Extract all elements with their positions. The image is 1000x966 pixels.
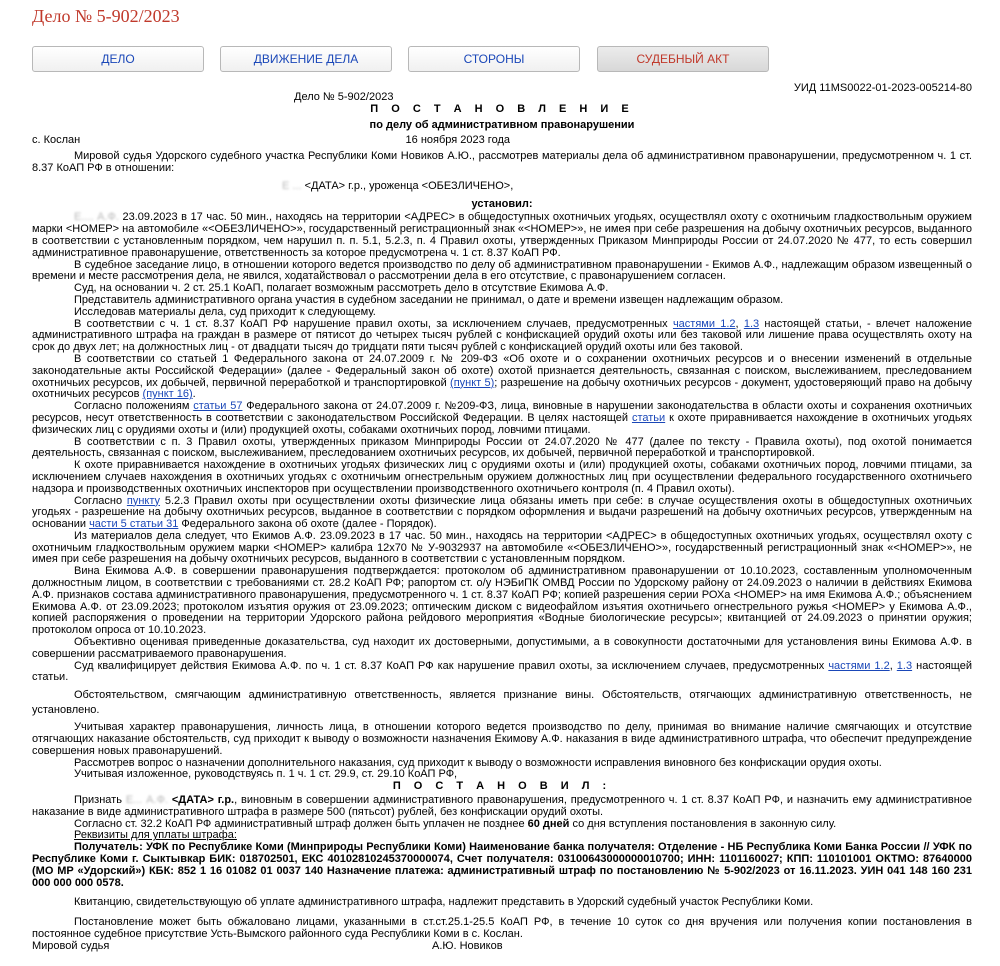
signature-name: А.Ю. Новиков (432, 939, 503, 952)
date: 16 ноября 2023 года (405, 134, 510, 147)
paragraph: Учитывая характер правонарушения, личность лица, в отношении которого ведется производство по делу, принимая во внимание наличие смягчающих и отсутствие отягчающих наказание обстоятельств, суд приходит к выводу о возможности назначения Екимову А.Ф. наказания в виде административного штрафа, что обеспечит предупреждение совершения новых правонарушений. (32, 721, 972, 757)
paragraph: Суд, на основании ч. 2 ст. 25.1 КоАП, полагает возможным рассмотреть дело в отсутствие Екимова А.Ф. (74, 282, 609, 295)
established-heading: установил: (471, 197, 533, 210)
case-uid: УИД 11MS0022-01-2023-005214-80 (793, 82, 972, 94)
place-date-row (32, 135, 972, 147)
law-link[interactable]: частями 1.2 (828, 659, 890, 672)
person-text: <ДАТА> г.р., уроженца <ОБЕЗЛИЧЕНО>, (304, 179, 514, 192)
intro-paragraph: Мировой судья Удорского судебного участка Республики Коми Новиков А.Ю., рассмотрев материалы дела об административном правонарушении, предусмотренном ч. 1 ст. 8.37 КоАП РФ в отношении: (32, 150, 972, 174)
redacted-name: Е.... А.Ф. (74, 211, 123, 224)
law-link[interactable]: 1.3 (896, 659, 913, 672)
paragraph: Согласно ст. 32.2 КоАП РФ административный штраф должен быть уплачен не позднее 60 дней со дня вступления постановления в законную силу. (74, 817, 837, 830)
paragraph: В соответствии с ч. 1 ст. 8.37 КоАП РФ нарушение правил охоты, за исключением случаев, предусмотренных частями 1.2, 1.3 настоящей статьи, - влечет наложение административного штрафа на граждан в размере от пятисот до четырех тысяч рублей с конфискацией орудий охоты или без таковой или лишение права осуществлять охоту на срок до двух лет; на должностных лиц - от двадцати тысяч до тридцати пяти тысяч рублей с конфискацией орудий охоты или без таковой. (32, 317, 972, 354)
paragraph: Из материалов дела следует, что Екимов А.Ф. 23.09.2023 в 17 час. 50 мин., находясь на территории <АДРЕС> в общедоступных охотничьих угодьях, осуществлял охоту с охотничьим гладкоствольным оружием марки <НОМЕР> калибра 12х70 № У-9032937 на автомобиле «<ОБЕЗЛИЧЕНО>», государственный регистрационный знак «<НОМЕР>», не имея при себе разрешения на добычу охотничьих ресурсов, выданного в соответствии с установленным порядком. (32, 529, 972, 566)
law-link[interactable]: пункту (126, 494, 161, 507)
law-link[interactable]: (пункт 5) (450, 376, 495, 389)
paragraph: Учитывая изложенное, руководствуясь п. 1 ч. 1 ст. 29.9, ст. 29.10 КоАП РФ, (74, 768, 458, 781)
tab-bar (32, 46, 968, 72)
case-title: Дело № 5-902/2023 (32, 6, 180, 26)
paragraph: Суд квалифицирует действия Екимова А.Ф. по ч. 1 ст. 8.37 КоАП РФ как нарушение правил охоты, за исключением случаев, предусмотренных частями 1.2, 1.3 настоящей статьи. (32, 659, 972, 684)
paragraph: Постановление может быть обжаловано лицами, указанными в ст.ст.25.1-25.5 КоАП РФ, в течение 10 суток со дня вручения или получения копии постановления в постоянное судебное присутствие Усть-Вымского районного суда Республики Коми в с. Кослан. (32, 916, 972, 940)
document-subheading: по делу об административном правонарушении (369, 118, 635, 131)
paragraph: Согласно положениям статьи 57 Федерального закона от 24.07.2009 г. №209-ФЗ, лица, виновные в нарушении законодательства в области охоты и сохранения охотничьих ресурсов, несут ответственность в соответствии с законодательством Российской Федерации. В целях настоящей статьи к охоте приравнивается нахождение в охотничьих угодьях физических лиц с орудиями охоты и (или) продукцией охоты, собаками охотничьих пород, ловчими птицами. (32, 400, 973, 436)
document-heading: П О С Т А Н О В Л Е Н И Е (370, 102, 634, 115)
law-link[interactable]: частями 1.2 (672, 317, 736, 330)
paragraph: В судебное заседание лицо, в отношении которого ведется производство по делу об административном правонарушении - Екимов А.Ф., надлежащим образом извещенный о времени и месте рассмотрения дела, не явился, ходатайствовал о рассмотрении дела в его отсутствие, с правонарушением согласен. (32, 258, 972, 283)
paragraph: Е.... А.Ф. 23.09.2023 в 17 час. 50 мин., находясь на территории <АДРЕС> в общедоступных охотничьих угодьях, осуществлял охоту с охотничьим гладкоствольным оружием марки <НОМЕР> на автомобиле «<ОБЕЗЛИЧЕНО>», государственный регистрационный знак «<НОМЕР>», не имея при себе разрешения на добычу охотничьих ресурсов, выданного в соответствии с установленным порядком, чем нарушил п. п. 5.1, 5.2.3, п. 4 Правил охоты, утвержденных Приказом Минприроды России от 24.07.2020 № 477, то есть совершил административное правонарушение, ответственность за которое предусмотрена ч. 1 ст. 8.37 КоАП РФ. (32, 211, 972, 259)
paragraph: Объективно оценивая приведенные доказательства, суд находит их достоверными, допустимыми, а в совокупности достаточными для установления вины Екимова А.Ф. в совершении рассматриваемого правонарушения. (32, 636, 972, 660)
paragraph: Признать Е... А.Ф. <ДАТА> г.р., виновным в совершении административного правонарушения, предусмотренного ч. 1 ст. 8.37 КоАП РФ, и назначить ему административное наказание в виде административного штрафа в размере 500 (пятьсот) рублей, без конфискации орудий охоты. (32, 794, 972, 818)
paragraph: Рассмотрев вопрос о назначении дополнительного наказания, суд приходит к выводу о возможности исправления виновного без конфискации орудия охоты. (74, 756, 882, 769)
law-link[interactable]: части 5 статьи 31 (89, 518, 179, 531)
paragraph: Вина Екимова А.Ф. в совершении правонарушения подтверждается: протоколом об административном правонарушении от 10.10.2023, составленным уполномоченным должностным лицом, в соответствии с требованиями ст. 28.2 КоАП РФ; рапортом ст. о/у НЭБиПК ОМВД России по Удорскому району от 24.09.2023 о наличии в действиях Екимова А.Ф. признаков состава административного правонарушения, предусмотренного ч. 1 ст. 8.37 КоАП РФ; копией разрешения серии РОХа <НОМЕР> на имя Екимова А.Ф.; объяснением Екимова А.Ф. от 23.09.2023; протоколом изъятия оружия от 23.09.2023; оптическим диском с видеофайлом изъятия охотничьего огнестрельного ружья <НОМЕР> у Екимова А.Ф., копией распоряжения о проведении на территории Удорского района рейдового мероприятия «Водные биологические ресурсы»; квитанцией от 24.09.2023 о принятии оружия; протоколом опроса от 10.10.2023. (32, 565, 972, 637)
paragraph: Обстоятельством, смягчающим административную ответственность, является признание вины. Обстоятельств, отягчающих административную ответственность, не установлено. (32, 689, 972, 717)
tab-parties[interactable]: СТОРОНЫ (408, 46, 580, 72)
signature-role: Мировой судья (32, 939, 110, 952)
case-number: Дело № 5-902/2023 (294, 91, 394, 103)
signature-row (32, 941, 972, 953)
tab-case-movement[interactable]: ДВИЖЕНИЕ ДЕЛА (220, 46, 392, 72)
redacted-name: Е... А.Ф. (125, 794, 172, 807)
paragraph: В соответствии с п. 3 Правил охоты, утвержденных приказом Минприроды России от 24.07.2020 № 477 (далее по тексту - Правила охоты), под охотой понимается деятельность, связанная с поиском, выслеживанием, преследованием охотничьих ресурсов, их добычей, первичной переработкой и транспортировкой. (32, 435, 972, 460)
paragraph: Квитанцию, свидетельствующую об уплате административного штрафа, надлежит представить в Удорский судебный участок Республики Коми. (74, 896, 814, 909)
payment-details: Получатель: УФК по Республике Коми (Минприроды Республики Коми) Наименование банка получателя: Отделение - НБ Республика Коми Банка России // УФК по Республике Коми г. Сыктывкар БИК: 018702501, ЕКС 40102810245370000074, Счет получателя: 03100643000000010700; ИНН: 1101160027; КПП: 110101001 ОКТМО: 87640000 (МО МР «Удорский») КБК: 852 1 16 01082 01 0037 140 Назначение платежа: административный штраф по постановлению № 5-902/2023 от 16.11.2023. УИН 041 148 160 231 000 000 000 0578. (32, 841, 972, 889)
tab-court-act[interactable]: СУДЕБНЫЙ АКТ (597, 46, 769, 72)
ruling-document (32, 92, 972, 953)
place: с. Кослан (32, 134, 81, 147)
paragraph: К охоте приравнивается нахождение в охотничьих угодьях физических лиц с орудиями охоты и (или) продукцией охоты, собаками охотничьих пород, ловчими птицами, за исключением случаев нахождения в охотничьих угодьях с охотничьим огнестрельным оружием должностных лиц при осуществлении федерального государственного охотничьего надзора и производственных охотничьих инспекторов при осуществлении производственного охотничьего контроля (п. 4 Правил охоты). (32, 459, 972, 495)
paragraph: В соответствии со статьей 1 Федерального закона от 24.07.2009 г. № 209-ФЗ «Об охоте и о сохранении охотничьих ресурсов и о внесении изменений в отдельные законодательные акты Российской Федерации» (далее - Федеральный закон об охоте) охотой признается деятельность, связанная с поиском, выслеживанием, преследованием охотничьих ресурсов, их добычей, первичной переработкой и транспортировкой (пункт 5); разрешение на добычу охотничьих ресурсов - документ, удостоверяющий право на добычу охотничьих ресурсов (пункт 16). (32, 352, 972, 401)
paragraph: Согласно пункту 5.2.3 Правил охоты при осуществлении охоты физические лица обязаны иметь при себе: в случае осуществления охоты в общедоступных охотничьих угодьях - разрешение на добычу охотничьих ресурсов, выданное в соответствии с порядком оформления и выдачи разрешений на добычу охотничьих ресурсов, утвержденным на основании части 5 статьи 31 Федерального закона об охоте (далее - Порядок). (32, 494, 972, 531)
payment-details-label: Реквизиты для уплаты штрафа: (74, 829, 237, 842)
resolved-heading: П О С Т А Н О В И Л : (392, 780, 612, 793)
paragraph: Представитель административного органа участия в судебном заседании не принимал, о дате и времени извещен надлежащим образом. (74, 293, 784, 306)
person-info (32, 181, 972, 193)
law-link[interactable]: (пункт 16) (142, 388, 193, 401)
tab-case[interactable]: ДЕЛО (32, 46, 204, 72)
law-link[interactable]: статьи 57 (193, 400, 243, 413)
law-link[interactable]: статьи (631, 411, 666, 424)
paragraph: Исследовав материалы дела, суд приходит к следующему. (74, 305, 376, 318)
redacted-name: Е ... (282, 179, 302, 192)
law-link[interactable]: 1.3 (743, 317, 760, 330)
